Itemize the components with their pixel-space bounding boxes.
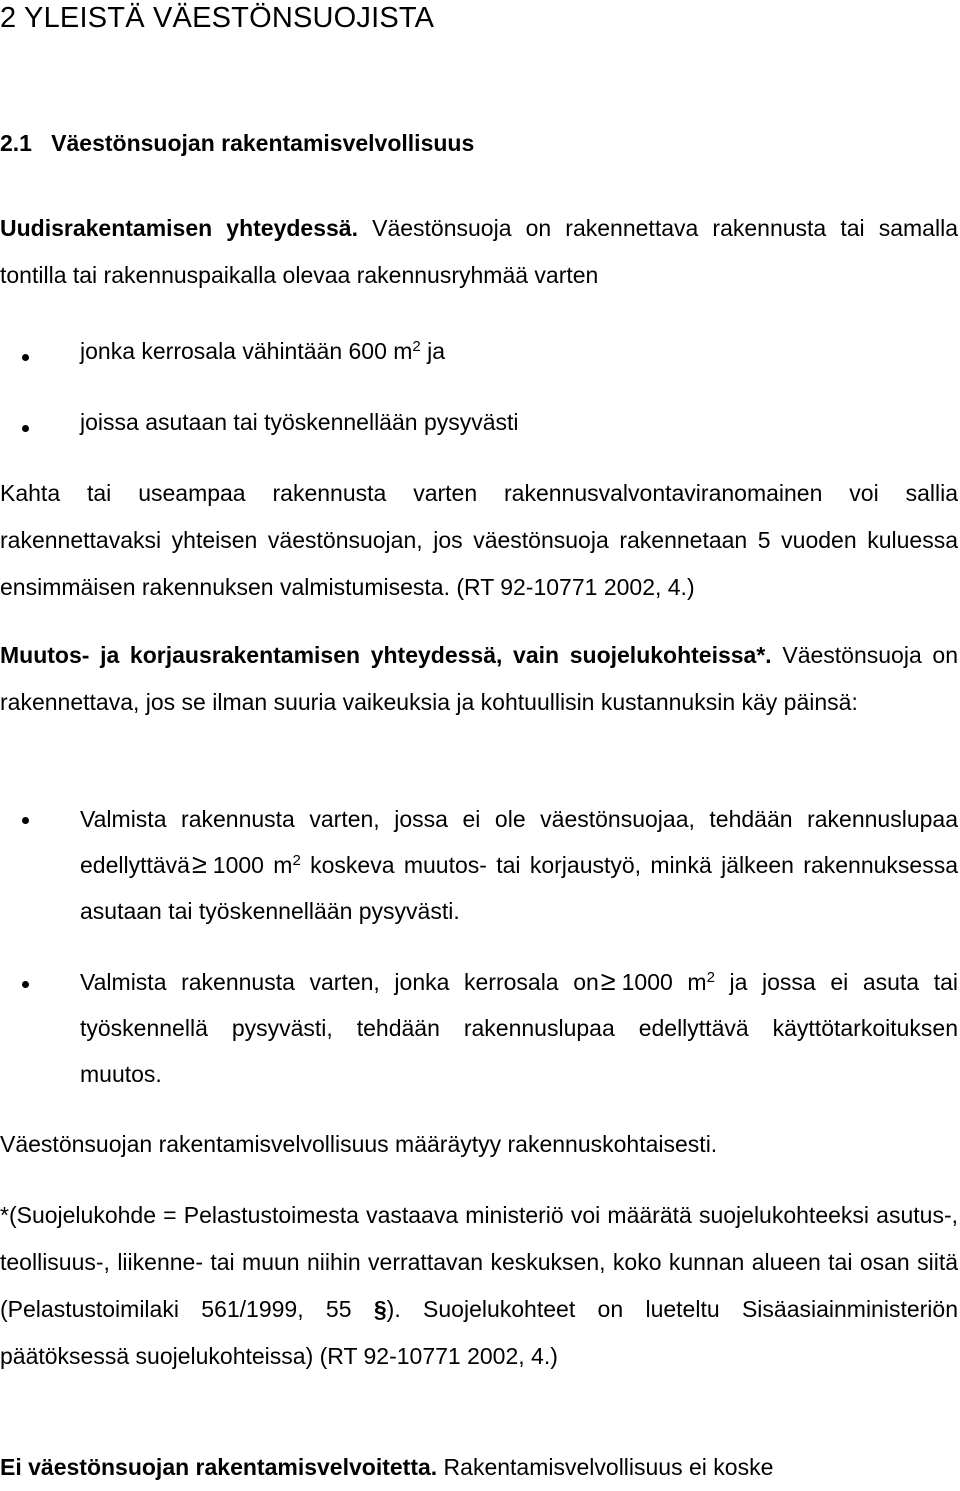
bullet-text: koskeva muutos- tai korjaustyö, minkä jälkeen rakennuksessa asutaan tai työskennellään pysyvästi. xyxy=(80,852,958,924)
bullet-item xyxy=(80,959,958,1097)
bullet-item xyxy=(80,796,958,934)
bullet-text: ja jossa ei asuta tai työskennellä pysyvästi, tehdään rakennuslupaa edellyttävä käyttötarkoituksen muutos. xyxy=(80,969,958,1087)
bullet-item xyxy=(80,328,958,374)
bullet-text: 1000 m xyxy=(212,852,293,878)
paragraph-text: Rakentamisvelvollisuus ei koske xyxy=(437,1454,774,1480)
bullet-text: ja xyxy=(420,338,446,364)
superscript: 2 xyxy=(412,338,421,355)
bullet-text: jonka kerrosala vähintään 600 m xyxy=(80,338,413,364)
paragraph-footnote xyxy=(0,1192,958,1380)
greater-equal-icon: ≥ xyxy=(191,849,207,879)
bullet-icon xyxy=(22,354,29,361)
paragraph-text: Väestönsuoja on rakennettava rakennusta tai samalla tontilla tai rakennuspaikalla olevaa rakennusryhmää varten xyxy=(0,215,958,288)
paragraph-text: Väestönsuoja on rakennettava, jos se ilman suuria vaikeuksia ja kohtuullisin kustannuksin käy päinsä: xyxy=(0,642,958,715)
section-sign: § xyxy=(373,1296,387,1322)
bullet-text: Valmista rakennusta varten, jossa ei ole väestönsuojaa, tehdään rakennuslupaa edellyttävä xyxy=(80,806,958,878)
paragraph-lead: Muutos- ja korjausrakentamisen yhteydessä, vain suojelukohteissa*. xyxy=(0,642,772,668)
greater-equal-icon: ≥ xyxy=(600,966,616,996)
superscript: 2 xyxy=(706,969,715,986)
bullet-icon xyxy=(22,817,29,824)
paragraph-text: *(Suojelukohde = Pelastustoimesta vastaava ministeriö voi määrätä suojelukohteeksi asutus-, teollisuus-, liikenne- tai muun niihin verrattavan keskuksen, koko kunnan alueen tai osan siitä (Pelastustoimilaki 561/1999, 55 xyxy=(0,1202,958,1322)
superscript: 2 xyxy=(292,852,301,869)
paragraph-multiple-buildings: Kahta tai useampaa rakennusta varten rakennusvalvontaviranomainen voi sallia rakennettavaksi yhteisen väestönsuojan, jos väestönsuoja rakennetaan 5 vuoden kuluessa ensimmäisen rakennuksen valmistumisesta. (RT 92-10771 2002, 4.) xyxy=(0,480,958,600)
bullet-text: Valmista rakennusta varten, jonka kerrosala on xyxy=(80,969,599,995)
paragraph-lead: Ei väestönsuojan rakentamisvelvoitetta. xyxy=(0,1454,438,1480)
chapter-heading: 2 YLEISTÄ VÄESTÖNSUOJISTA xyxy=(0,2,435,34)
bullet-text: 1000 m xyxy=(621,969,707,995)
paragraph-lead: Uudisrakentamisen yhteydessä. xyxy=(0,215,358,241)
bullet-icon xyxy=(22,425,29,432)
paragraph-new-construction xyxy=(0,205,958,299)
bullet-item: joissa asutaan tai työskennellään pysyvästi xyxy=(80,409,519,435)
paragraph-text: ). Suojelukohteet on lueteltu Sisäasiainministeriön päätöksessä suojelukohteissa) (RT 92-10771 2002, 4.) xyxy=(0,1296,958,1369)
paragraph-renovation xyxy=(0,632,958,726)
paragraph-building-specific: Väestönsuojan rakentamisvelvollisuus määräytyy rakennuskohtaisesti. xyxy=(0,1131,718,1157)
bullet-icon xyxy=(22,981,29,988)
section-heading: 2.1 Väestönsuojan rakentamisvelvollisuus xyxy=(0,130,475,156)
